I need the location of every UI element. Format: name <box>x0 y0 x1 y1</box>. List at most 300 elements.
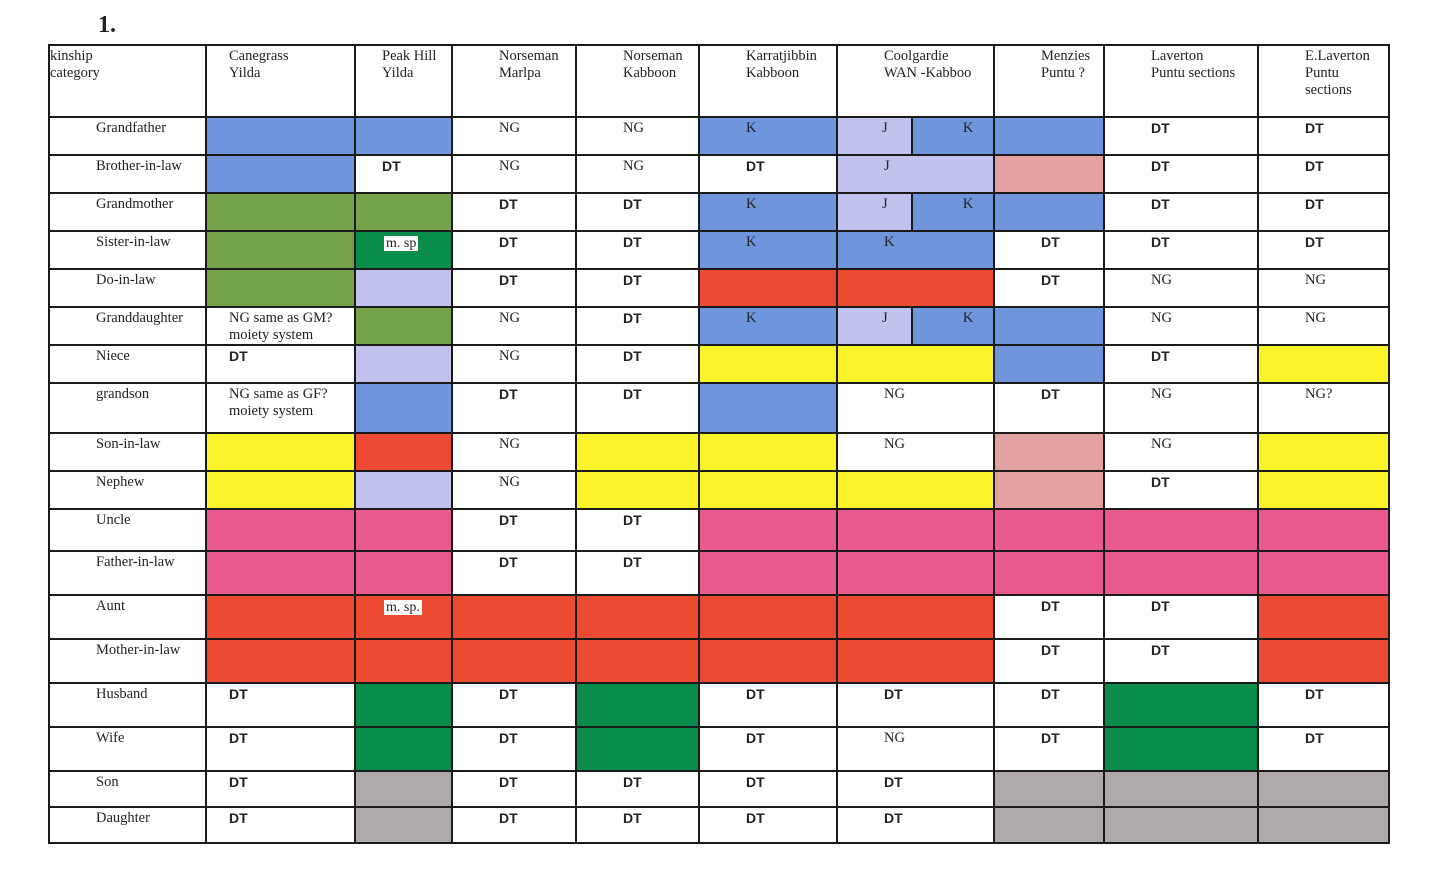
cell-text: K <box>746 234 757 250</box>
table-cell <box>1104 807 1258 843</box>
table-cell <box>699 155 837 193</box>
cell-text: DT <box>1305 196 1324 212</box>
table-cell <box>576 383 699 433</box>
kinship-category-cell <box>49 807 206 843</box>
table-cell <box>1258 595 1389 639</box>
cell-text: NG <box>1305 310 1326 326</box>
column-header <box>837 45 994 117</box>
table-cell <box>206 117 355 155</box>
cell-text: DT <box>499 686 518 702</box>
table-cell <box>1104 117 1258 155</box>
cell-text: DT <box>623 348 642 364</box>
cell-text: NG same as GF? moiety system <box>229 386 328 419</box>
kinship-category-cell <box>49 595 206 639</box>
table-cell <box>355 193 452 231</box>
table-cell <box>994 269 1104 307</box>
table-cell <box>576 509 699 551</box>
cell-text: DT <box>1305 234 1324 250</box>
kinship-category-label: Mother-in-law <box>96 642 181 658</box>
cell-text: DT <box>1041 386 1060 402</box>
table-cell <box>576 551 699 595</box>
table-cell <box>837 155 994 193</box>
cell-text: DT <box>623 310 642 326</box>
table-cell <box>994 509 1104 551</box>
cell-note: m. sp <box>386 236 417 251</box>
table-cell <box>699 509 837 551</box>
table-cell <box>355 683 452 727</box>
cell-text: DT <box>1151 642 1170 658</box>
table-cell <box>1258 193 1389 231</box>
table-cell <box>355 471 452 509</box>
table-cell <box>994 433 1104 471</box>
column-header <box>1104 45 1258 117</box>
column-header <box>699 45 837 117</box>
cell-text: DT <box>746 810 765 826</box>
table-cell <box>355 269 452 307</box>
kinship-category-cell <box>49 551 206 595</box>
cell-text: DT <box>229 686 248 702</box>
table-cell <box>452 639 576 683</box>
table-cell <box>576 807 699 843</box>
cell-text: DT <box>229 348 248 364</box>
table-row <box>49 155 1389 193</box>
table-cell <box>206 771 355 807</box>
kinship-category-label: Son <box>96 774 119 790</box>
cell-text: NG <box>623 158 644 174</box>
table-cell <box>1104 345 1258 383</box>
cell-text: NG <box>499 310 520 326</box>
table-cell <box>1258 471 1389 509</box>
table-cell <box>452 433 576 471</box>
table-cell <box>994 383 1104 433</box>
table-cell <box>1258 771 1389 807</box>
cell-text: DT <box>499 730 518 746</box>
table-cell <box>1104 771 1258 807</box>
table-cell <box>1258 231 1389 269</box>
cell-text: DT <box>499 234 518 250</box>
table-cell <box>699 383 837 433</box>
table-cell <box>994 551 1104 595</box>
kinship-category-label: Niece <box>96 348 130 364</box>
table-row <box>49 193 1389 231</box>
split-cell-part <box>838 118 913 154</box>
table-cell <box>994 345 1104 383</box>
table-cell <box>837 595 994 639</box>
cell-text: DT <box>229 774 248 790</box>
cell-text: NG <box>1151 310 1172 326</box>
table-cell <box>206 595 355 639</box>
cell-text: DT <box>1151 158 1170 174</box>
cell-text: DT <box>1305 686 1324 702</box>
kinship-category-label: Granddaughter <box>96 310 183 326</box>
cell-text: NG <box>499 348 520 364</box>
table-row <box>49 231 1389 269</box>
table-cell <box>699 269 837 307</box>
cell-text: K <box>962 196 974 212</box>
table-cell <box>576 117 699 155</box>
cell-text: DT <box>229 810 248 826</box>
table-cell <box>994 595 1104 639</box>
kinship-category-cell <box>49 727 206 771</box>
column-header-label: Menzies Puntu ? <box>1041 48 1091 81</box>
table-cell <box>837 639 994 683</box>
table-cell <box>355 807 452 843</box>
table-cell <box>994 639 1104 683</box>
table-cell <box>576 269 699 307</box>
table-cell <box>699 639 837 683</box>
table-cell <box>355 155 452 193</box>
column-header <box>1258 45 1389 117</box>
cell-text: NG <box>499 436 520 452</box>
table-row <box>49 307 1389 345</box>
cell-text: NG <box>1305 272 1326 288</box>
table-cell <box>994 771 1104 807</box>
table-cell <box>206 727 355 771</box>
table-cell <box>837 307 994 345</box>
table-cell <box>994 117 1104 155</box>
cell-text: NG <box>884 730 905 746</box>
table-cell <box>837 383 994 433</box>
cell-text: NG <box>1151 272 1172 288</box>
cell-text: DT <box>884 686 903 702</box>
table-cell <box>994 231 1104 269</box>
table-cell <box>206 231 355 269</box>
table-cell <box>1258 551 1389 595</box>
cell-text: NG <box>499 474 520 490</box>
cell-text: NG <box>1151 386 1172 402</box>
cell-text: DT <box>382 158 401 174</box>
kinship-category-label: Husband <box>96 686 148 702</box>
kinship-category-cell <box>49 269 206 307</box>
table-cell <box>1104 307 1258 345</box>
column-header-label: Peak Hill Yilda <box>382 48 437 81</box>
kinship-category-label: Son-in-law <box>96 436 161 452</box>
cell-text: DT <box>623 774 642 790</box>
table-cell <box>452 807 576 843</box>
kinship-category-label: Uncle <box>96 512 131 528</box>
table-cell <box>576 307 699 345</box>
table-cell <box>699 117 837 155</box>
split-cell-part <box>838 194 913 230</box>
cell-text: DT <box>623 554 642 570</box>
table-cell <box>1104 509 1258 551</box>
table-cell <box>699 433 837 471</box>
column-header-label: Norseman Marlpa <box>499 48 559 81</box>
table-cell <box>837 509 994 551</box>
kinship-category-label: Grandmother <box>96 196 174 212</box>
table-cell <box>994 683 1104 727</box>
table-cell <box>1104 193 1258 231</box>
table-cell <box>699 231 837 269</box>
table-cell <box>699 345 837 383</box>
kinship-category-cell <box>49 117 206 155</box>
table-cell <box>576 639 699 683</box>
cell-text: DT <box>1041 730 1060 746</box>
kinship-category-cell <box>49 193 206 231</box>
cell-text: J <box>882 120 888 136</box>
table-cell <box>1104 639 1258 683</box>
table-cell <box>355 639 452 683</box>
cell-text: DT <box>499 196 518 212</box>
table-row <box>49 383 1389 433</box>
cell-text: J <box>882 310 888 326</box>
table-cell <box>355 231 452 269</box>
table-cell <box>452 771 576 807</box>
table-cell <box>1104 383 1258 433</box>
table-row <box>49 551 1389 595</box>
cell-text: DT <box>884 810 903 826</box>
table-cell <box>206 471 355 509</box>
table-cell <box>452 727 576 771</box>
cell-text: DT <box>623 196 642 212</box>
kinship-category-cell <box>49 345 206 383</box>
table-cell <box>206 155 355 193</box>
cell-text: NG <box>884 436 905 452</box>
column-header-label: Norseman Kabboon <box>623 48 683 81</box>
table-cell <box>1104 727 1258 771</box>
table-cell <box>837 683 994 727</box>
cell-text: NG <box>884 386 905 402</box>
cell-note: m. sp. <box>386 600 420 615</box>
cell-text: DT <box>1305 120 1324 136</box>
table-row <box>49 639 1389 683</box>
cell-text: DT <box>1041 642 1060 658</box>
table-cell <box>837 807 994 843</box>
table-cell <box>837 193 994 231</box>
table-cell <box>452 155 576 193</box>
table-cell <box>837 269 994 307</box>
table-cell <box>206 683 355 727</box>
table-row <box>49 807 1389 843</box>
table-cell <box>452 345 576 383</box>
table-cell <box>576 471 699 509</box>
table-cell <box>576 193 699 231</box>
table-cell <box>699 471 837 509</box>
cell-text: NG <box>499 158 520 174</box>
table-cell <box>994 307 1104 345</box>
cell-text: DT <box>1151 348 1170 364</box>
kinship-category-cell <box>49 383 206 433</box>
kinship-category-label: Wife <box>96 730 125 746</box>
table-cell <box>355 771 452 807</box>
table-cell <box>452 471 576 509</box>
cell-text: DT <box>746 158 765 174</box>
column-header-label: Karratjibbin Kabboon <box>746 48 817 81</box>
cell-text: DT <box>746 774 765 790</box>
table-cell <box>1258 383 1389 433</box>
table-cell <box>837 551 994 595</box>
column-header <box>452 45 576 117</box>
kinship-category-cell <box>49 639 206 683</box>
cell-text: DT <box>623 810 642 826</box>
kinship-category-cell <box>49 771 206 807</box>
cell-text: DT <box>1151 474 1170 490</box>
table-row <box>49 433 1389 471</box>
column-header-label: Canegrass Yilda <box>229 48 289 81</box>
cell-text: K <box>962 310 974 326</box>
table-cell <box>576 683 699 727</box>
cell-text: NG? <box>1305 386 1333 402</box>
column-header-label: Laverton Puntu sections <box>1151 48 1236 81</box>
table-cell <box>994 807 1104 843</box>
table-row <box>49 509 1389 551</box>
table-cell <box>206 639 355 683</box>
kinship-category-label: Aunt <box>96 598 125 614</box>
cell-text: DT <box>746 686 765 702</box>
cell-text: DT <box>499 386 518 402</box>
cell-text: DT <box>1151 598 1170 614</box>
cell-text: DT <box>1041 598 1060 614</box>
table-cell <box>206 345 355 383</box>
cell-text: DT <box>1151 196 1170 212</box>
table-cell <box>1258 639 1389 683</box>
split-cell-part <box>838 308 913 344</box>
kinship-category-label: grandson <box>96 386 150 402</box>
split-cell-part <box>913 118 993 154</box>
table-row <box>49 269 1389 307</box>
table-cell <box>576 771 699 807</box>
cell-text: DT <box>746 730 765 746</box>
table-cell <box>355 117 452 155</box>
table-cell <box>1258 269 1389 307</box>
cell-text: DT <box>623 386 642 402</box>
table-cell <box>576 727 699 771</box>
cell-text: DT <box>1151 234 1170 250</box>
table-cell <box>355 345 452 383</box>
table-cell <box>699 551 837 595</box>
kinship-category-label: Brother-in-law <box>96 158 182 174</box>
table-cell <box>699 771 837 807</box>
cell-text: K <box>746 310 757 326</box>
table-cell <box>1258 345 1389 383</box>
table-cell <box>1258 509 1389 551</box>
cell-text: DT <box>229 730 248 746</box>
table-cell <box>699 683 837 727</box>
cell-text: NG <box>499 120 520 136</box>
table-cell <box>1258 117 1389 155</box>
table-cell <box>837 231 994 269</box>
table-cell <box>1104 433 1258 471</box>
cell-text: DT <box>1151 120 1170 136</box>
cell-text: DT <box>1305 158 1324 174</box>
cell-text: DT <box>499 512 518 528</box>
table-cell <box>576 433 699 471</box>
table-cell <box>1104 683 1258 727</box>
kinship-category-label: Daughter <box>96 810 150 826</box>
table-cell <box>452 595 576 639</box>
table-cell <box>576 231 699 269</box>
table-cell <box>994 155 1104 193</box>
table-cell <box>1104 471 1258 509</box>
table-cell <box>355 509 452 551</box>
table-cell <box>206 509 355 551</box>
column-header-label: Coolgardie WAN -Kabboo <box>884 48 972 81</box>
kinship-table <box>48 44 1390 844</box>
table-cell <box>452 551 576 595</box>
table-cell <box>355 727 452 771</box>
column-header <box>355 45 452 117</box>
cell-text: DT <box>499 272 518 288</box>
table-cell <box>1104 231 1258 269</box>
table-cell <box>994 193 1104 231</box>
cell-text: DT <box>1041 272 1060 288</box>
table-cell <box>355 307 452 345</box>
table-cell <box>452 383 576 433</box>
cell-text: DT <box>1041 234 1060 250</box>
table-cell <box>699 307 837 345</box>
table-cell <box>699 193 837 231</box>
table-cell <box>206 551 355 595</box>
table-cell <box>206 383 355 433</box>
table-cell <box>837 433 994 471</box>
table-cell <box>452 307 576 345</box>
table-cell <box>452 231 576 269</box>
kinship-category-label: Grandfather <box>96 120 167 136</box>
kinship-category-cell <box>49 471 206 509</box>
table-cell <box>576 595 699 639</box>
cell-text: NG same as GM? moiety system <box>229 310 333 343</box>
cell-text: K <box>962 120 974 136</box>
table-cell <box>837 345 994 383</box>
kinship-category-cell <box>49 307 206 345</box>
table-cell <box>452 269 576 307</box>
table-cell <box>1258 307 1389 345</box>
table-cell <box>206 193 355 231</box>
cell-text: J <box>882 196 888 212</box>
table-cell <box>1104 269 1258 307</box>
table-cell <box>452 117 576 155</box>
table-row <box>49 345 1389 383</box>
column-header <box>576 45 699 117</box>
page-number: 1. <box>98 12 116 38</box>
column-header <box>206 45 355 117</box>
column-header-label: E.Laverton Puntu sections <box>1305 48 1370 98</box>
cell-text: K <box>746 196 757 212</box>
table-cell <box>699 807 837 843</box>
table-cell <box>452 509 576 551</box>
table-cell <box>699 727 837 771</box>
split-cell-part <box>913 194 993 230</box>
table-cell <box>355 551 452 595</box>
kinship-category-cell <box>49 155 206 193</box>
kinship-category-label: Father-in-law <box>96 554 175 570</box>
table-cell <box>355 433 452 471</box>
cell-text: K <box>746 120 757 136</box>
kinship-category-cell <box>49 433 206 471</box>
cell-text: DT <box>1041 686 1060 702</box>
table-cell <box>452 683 576 727</box>
table-cell <box>1104 551 1258 595</box>
table-cell <box>837 727 994 771</box>
table-cell <box>837 471 994 509</box>
table-cell <box>837 771 994 807</box>
table-row <box>49 727 1389 771</box>
table-cell <box>452 193 576 231</box>
kinship-category-label: Nephew <box>96 474 145 490</box>
table-cell <box>576 155 699 193</box>
table-cell <box>1258 807 1389 843</box>
table-cell <box>1258 727 1389 771</box>
cell-text: DT <box>623 234 642 250</box>
cell-text: DT <box>884 774 903 790</box>
table-cell <box>1104 595 1258 639</box>
split-cell-part <box>913 308 993 344</box>
cell-text: K <box>884 234 895 250</box>
cell-text: J <box>884 158 890 174</box>
table-row <box>49 595 1389 639</box>
table-cell <box>699 595 837 639</box>
table-cell <box>1258 155 1389 193</box>
